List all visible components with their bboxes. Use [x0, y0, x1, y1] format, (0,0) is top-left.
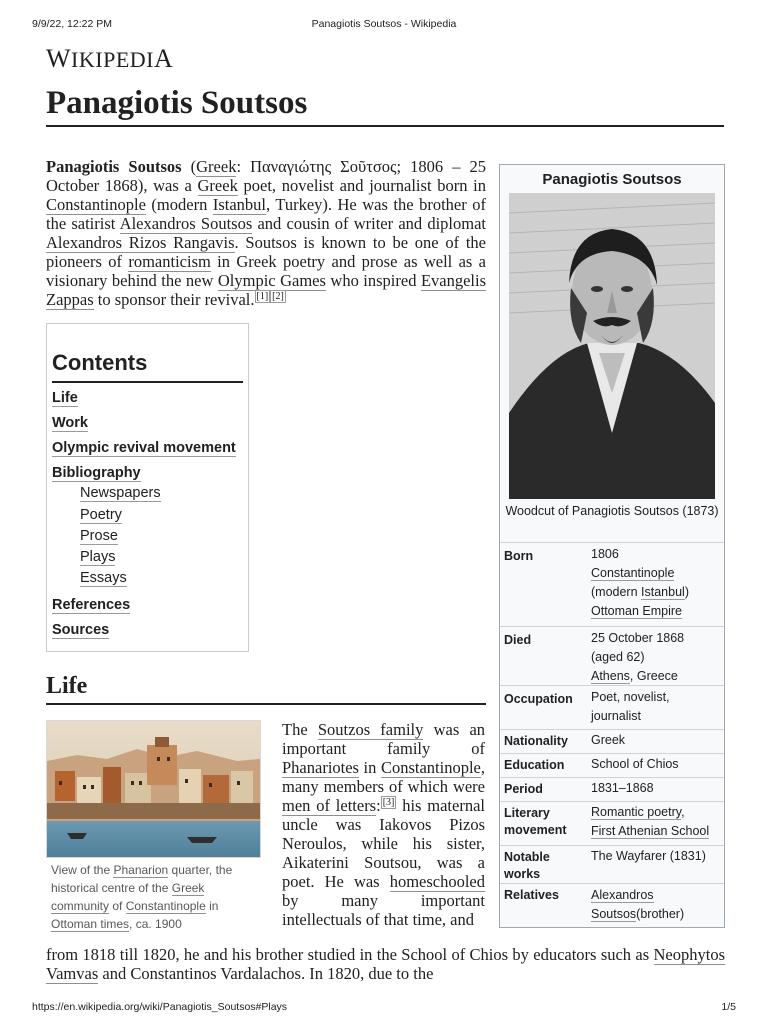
link-neophytos-vamvas[interactable]: Neophytos Vamvas	[46, 945, 725, 983]
toc-item-life[interactable]: Life	[52, 390, 78, 406]
link-romantic-poetry[interactable]: Romantic poetry	[591, 805, 682, 819]
link-born-istanbul[interactable]: Istanbul	[641, 585, 685, 599]
infobox-row-notable-works: Notable works The Wayfarer (1831)	[500, 845, 724, 884]
toc-item-olympic-revival[interactable]: Olympic revival movement	[52, 440, 236, 456]
link-romanticism[interactable]: romanticism	[128, 252, 211, 271]
link-phanariotes[interactable]: Phanariotes	[282, 758, 359, 777]
link-soutzos-family[interactable]: Soutzos family	[317, 720, 424, 739]
footer-page-number: 1/5	[721, 1001, 736, 1013]
link-rangavis[interactable]: Alexandros Rizos Rangavis	[46, 233, 235, 252]
link-constantinople-caption[interactable]: Constantinople	[125, 899, 206, 913]
footer-url: https://en.wikipedia.org/wiki/Panagiotis_Soutsos#Plays	[32, 1001, 288, 1013]
phanarion-image[interactable]	[46, 720, 261, 858]
link-relative-alexandros[interactable]: Alexandros	[591, 888, 654, 902]
link-istanbul[interactable]: Istanbul	[212, 195, 266, 214]
toc-item-bibliography[interactable]: Bibliography	[52, 465, 141, 481]
link-constantinople[interactable]: Constantinople	[46, 195, 146, 214]
toc-subitem-prose[interactable]: Prose	[80, 528, 118, 544]
infobox-row-born: Born 1806 Constantinople (modern Istanbul) Ottoman Empire	[500, 542, 724, 627]
link-alexandros-soutsos[interactable]: Alexandros Soutsos	[119, 214, 253, 233]
portrait-image[interactable]	[509, 193, 715, 499]
link-men-of-letters[interactable]: men of letters	[282, 796, 377, 815]
page-title: Panagiotis Soutsos	[46, 85, 308, 121]
toc-subitem-essays[interactable]: Essays	[80, 570, 127, 586]
print-footer	[32, 1001, 736, 1013]
link-greek-community[interactable]: Greek community	[51, 881, 205, 913]
infobox-row-literary-movement: Literary movement Romantic poetry, First Athenian School	[500, 801, 724, 846]
toc-subitem-plays[interactable]: Plays	[80, 549, 116, 565]
link-homeschooled[interactable]: homeschooled	[389, 872, 485, 891]
infobox-row-nationality: Nationality Greek	[500, 729, 724, 754]
toc-title: Contents	[52, 350, 148, 375]
toc-subitem-poetry[interactable]: Poetry	[80, 507, 122, 523]
portrait-caption: Woodcut of Panagiotis Soutsos (1873)	[505, 504, 719, 518]
link-relative-soutsos[interactable]: Soutsos	[591, 907, 637, 921]
life-paragraph-continued: from 1818 till 1820, he and his brother studied in the School of Chios by educators such as Neophytos Vamvas and Constantinos Vardalachos. In 1820, due to the	[46, 945, 725, 983]
infobox-title: Panagiotis Soutsos	[542, 171, 682, 188]
toc-item-sources[interactable]: Sources	[52, 622, 110, 638]
title-divider	[46, 125, 724, 127]
section-divider	[46, 703, 486, 705]
link-ottoman-times[interactable]: Ottoman times	[51, 917, 130, 931]
reference-2[interactable]: [2]	[272, 290, 284, 302]
infobox-row-relatives: Relatives Alexandros Soutsos(brother)	[500, 883, 724, 928]
image-caption: View of the Phanarion quarter, the historical centre of the Greek community of Constantinople in Ottoman times, ca. 1900	[51, 863, 233, 931]
infobox-row-period: Period 1831–1868	[500, 777, 724, 802]
link-greek-language[interactable]: Greek	[196, 157, 237, 176]
link-born-constantinople[interactable]: Constantinople	[591, 566, 675, 580]
toc-divider	[52, 381, 243, 383]
link-constantinople-life[interactable]: Constantinople	[380, 758, 481, 777]
infobox-row-died: Died 25 October 1868 (aged 62) Athens, Greece	[500, 626, 724, 687]
reference-3[interactable]: [3]	[382, 796, 395, 808]
link-ottoman-empire[interactable]: Ottoman Empire	[591, 604, 683, 618]
wikipedia-logo[interactable]: WIKIPEDIA	[46, 44, 174, 73]
life-paragraph: The Soutzos family was an important family of Phanariotes in Constantinople, many members of which were men of letters: [3] his maternal uncle was Iakovos Pizos Neroulos, while his sister, Aikaterini Soutsou, was a poet. He was homeschooled by many important intellectuals of that time, and	[282, 720, 486, 929]
section-heading-life: Life	[46, 673, 88, 699]
infobox	[499, 164, 725, 928]
toc-subitem-newspapers[interactable]: Newspapers	[80, 485, 161, 501]
infobox-row-education: Education School of Chios	[500, 753, 724, 778]
reference-1[interactable]: [1]	[256, 290, 269, 302]
print-datetime: 9/9/22, 12:22 PM	[32, 18, 112, 30]
infobox-row-occupation: Occupation Poet, novelist, journalist	[500, 685, 724, 730]
intro-paragraph: Panagiotis Soutsos (Greek: Παναγιώτης Σοῦτσος; 1806 – 25 October 1868), was a Greek poet, novelist and journalist born in Constantinople (modern Istanbul, Turkey). He was the brother of the satirist Alexandros Soutsos and cousin of writer and diplomat Alexandros Rizos Rangavis. Soutsos is known to be one of the pioneers of romanticism in Greek poetry and prose as well as a visionary behind the new Olympic Games who inspired Evangelis Zappas to sponsor their revival. [1] [2]	[46, 157, 487, 309]
link-evangelis-zappas[interactable]: Evangelis Zappas	[46, 271, 487, 309]
link-greek[interactable]: Greek	[197, 176, 238, 195]
toc-item-references[interactable]: References	[52, 597, 131, 613]
link-phanarion[interactable]: Phanarion	[113, 863, 169, 877]
toc-item-work[interactable]: Work	[52, 415, 88, 431]
link-first-athenian-school[interactable]: First Athenian School	[591, 824, 710, 838]
table-of-contents	[46, 323, 249, 652]
print-page-title: Panagiotis Soutsos - Wikipedia	[311, 18, 457, 30]
link-athens[interactable]: Athens	[591, 669, 630, 683]
link-olympic-games[interactable]: Olympic Games	[217, 271, 326, 290]
